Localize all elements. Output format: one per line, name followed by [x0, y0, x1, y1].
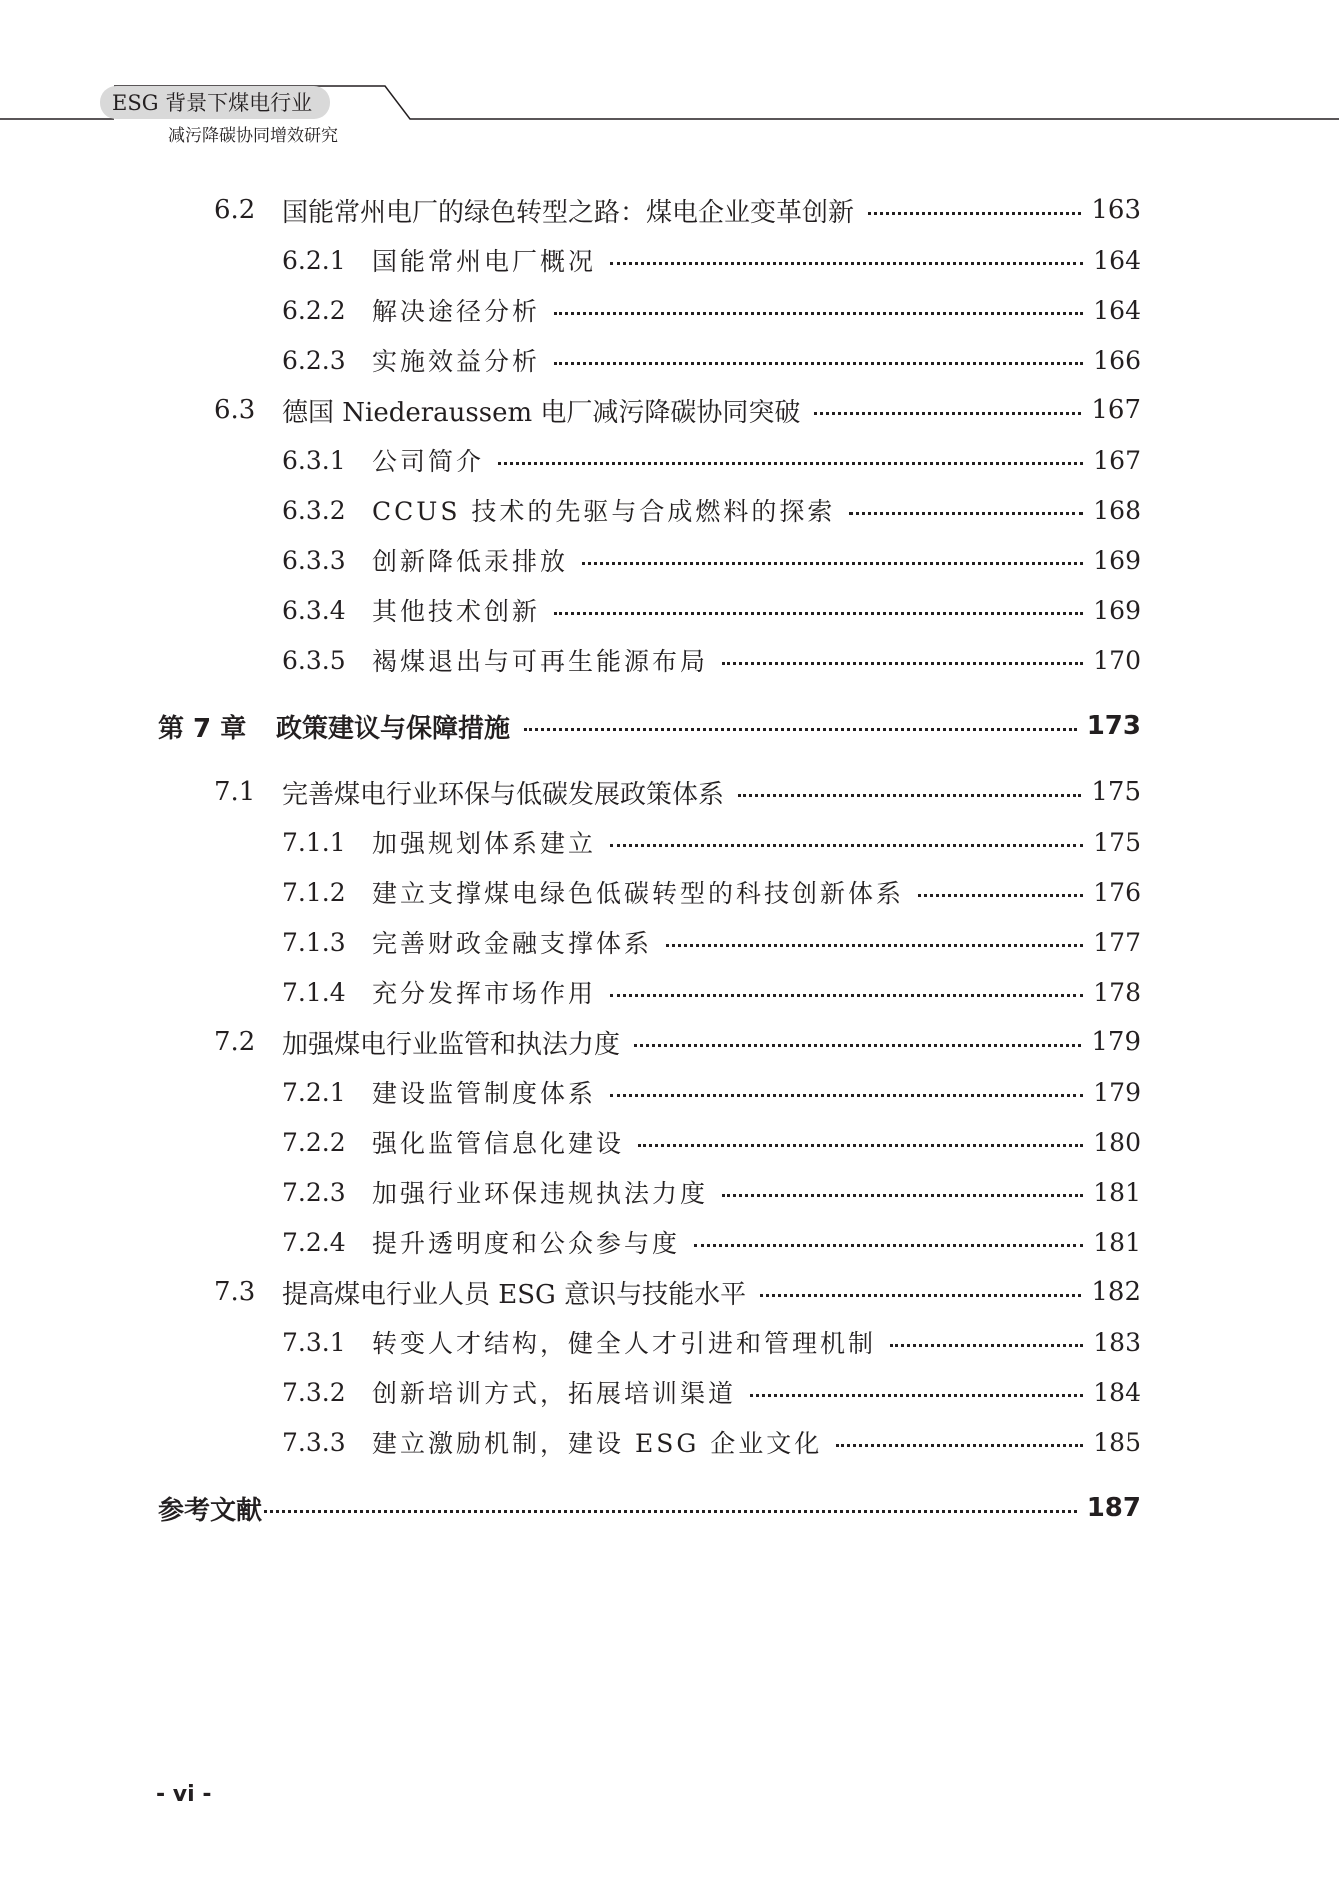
toc-title: 建设监管制度体系 [372, 1079, 597, 1108]
dot-leader [610, 262, 1083, 265]
toc-subsection-7-1-1[interactable] [282, 822, 1141, 862]
toc-number: 7.3.2 [282, 1377, 346, 1407]
toc-number: 7.1.3 [282, 927, 346, 957]
toc-number: 7.2.4 [282, 1227, 346, 1257]
toc-subsection-6-2-3[interactable] [282, 340, 1141, 380]
toc-page: 187 [1086, 1493, 1141, 1523]
toc-page: 175 [1093, 827, 1141, 857]
toc-page: 163 [1091, 195, 1141, 225]
toc-subsection-7-2-3[interactable] [282, 1172, 1141, 1212]
toc-number: 6.2 [214, 195, 256, 225]
toc-subsection-7-3-3[interactable] [282, 1422, 1141, 1462]
dot-leader [524, 728, 1077, 731]
toc-number: 6.2.2 [282, 295, 346, 325]
toc-number: 7.1 [214, 777, 256, 807]
toc-page: 181 [1093, 1177, 1141, 1207]
running-header [0, 0, 1339, 160]
toc-number: 7.2.2 [282, 1127, 346, 1157]
toc-number: 7.3.3 [282, 1427, 346, 1457]
dot-leader [849, 512, 1083, 515]
dot-leader [554, 312, 1083, 315]
dot-leader [582, 562, 1083, 565]
dot-leader [918, 894, 1083, 897]
toc-page: 175 [1091, 777, 1141, 807]
toc-title: 参考文献 [158, 1495, 263, 1526]
toc-page: 166 [1093, 345, 1141, 375]
toc-page: 178 [1093, 977, 1141, 1007]
toc-page: 181 [1093, 1227, 1141, 1257]
toc-page: 176 [1093, 877, 1141, 907]
toc-title: 实施效益分析 [372, 347, 541, 376]
dot-leader [836, 1444, 1083, 1447]
toc-page: 169 [1093, 545, 1141, 575]
toc-page: 164 [1093, 295, 1141, 325]
dot-leader [722, 1194, 1083, 1197]
page-number: - vi - [156, 1782, 212, 1807]
book-subtitle: 减污降碳协同增效研究 [168, 126, 338, 146]
toc-title: 强化监管信息化建设 [372, 1129, 625, 1158]
dot-leader [666, 944, 1083, 947]
toc-number: 7.1.1 [282, 827, 346, 857]
toc-number: 6.2.1 [282, 245, 346, 275]
dot-leader [694, 1244, 1083, 1247]
dot-leader [264, 1510, 1077, 1513]
dot-leader [890, 1344, 1083, 1347]
toc-page: 179 [1093, 1077, 1141, 1107]
toc-number: 7.3.1 [282, 1327, 346, 1357]
toc-section-6-2[interactable] [214, 190, 1141, 230]
toc-title: 转变人才结构，健全人才引进和管理机制 [372, 1329, 877, 1358]
toc-subsection-6-3-3[interactable] [282, 540, 1141, 580]
toc-title: 完善财政金融支撑体系 [372, 929, 653, 958]
toc-title: 加强煤电行业监管和执法力度 [282, 1029, 621, 1060]
toc-title: 国能常州电厂的绿色转型之路：煤电企业变革创新 [282, 197, 855, 228]
toc-title: 创新降低汞排放 [372, 547, 569, 576]
toc-title: 加强规划体系建立 [372, 829, 597, 858]
toc-page: 167 [1091, 395, 1141, 425]
toc-number: 7.2.3 [282, 1177, 346, 1207]
toc-title: 创新培训方式，拓展培训渠道 [372, 1379, 737, 1408]
dot-leader [738, 794, 1081, 797]
toc-title: 提高煤电行业人员 ESG 意识与技能水平 [282, 1279, 747, 1310]
dot-leader [638, 1144, 1083, 1147]
toc-chapter-7[interactable] [158, 706, 1141, 746]
toc-title: 德国 Niederaussem 电厂减污降碳协同突破 [282, 397, 801, 428]
toc-subsection-6-3-4[interactable] [282, 590, 1141, 630]
toc-subsection-7-1-2[interactable] [282, 872, 1141, 912]
toc-title: 解决途径分析 [372, 297, 541, 326]
toc-number: 7.2.1 [282, 1077, 346, 1107]
toc-title: 其他技术创新 [372, 597, 541, 626]
toc-page: 182 [1091, 1277, 1141, 1307]
toc-number: 6.3.1 [282, 445, 346, 475]
toc-number: 7.1.4 [282, 977, 346, 1007]
toc-page: 183 [1093, 1327, 1141, 1357]
toc-title: 褐煤退出与可再生能源布局 [372, 647, 709, 676]
toc-page: 179 [1091, 1027, 1141, 1057]
toc-page: 185 [1093, 1427, 1141, 1457]
toc-title: 加强行业环保违规执法力度 [372, 1179, 709, 1208]
toc-section-6-3[interactable] [214, 390, 1141, 430]
toc-section-7-3[interactable] [214, 1272, 1141, 1312]
toc-page: 169 [1093, 595, 1141, 625]
toc-subsection-7-3-1[interactable] [282, 1322, 1141, 1362]
toc-number: 7.2 [214, 1027, 256, 1057]
toc-number: 6.3.4 [282, 595, 346, 625]
toc-page: 173 [1086, 711, 1141, 741]
toc-references[interactable] [158, 1488, 1141, 1528]
dot-leader [554, 362, 1083, 365]
toc-number: 第 7 章 [158, 713, 247, 744]
toc-subsection-7-2-2[interactable] [282, 1122, 1141, 1162]
toc-subsection-6-3-2[interactable] [282, 490, 1141, 530]
dot-leader [498, 462, 1083, 465]
book-title: ESG 背景下煤电行业 [112, 91, 313, 115]
toc-page: 177 [1093, 927, 1141, 957]
toc-title: 国能常州电厂概况 [372, 247, 597, 276]
dot-leader [750, 1394, 1083, 1397]
toc-title: 公司简介 [372, 447, 485, 476]
dot-leader [610, 994, 1083, 997]
toc-number: 7.3 [214, 1277, 256, 1307]
toc-section-7-2[interactable] [214, 1022, 1141, 1062]
dot-leader [610, 1094, 1083, 1097]
toc-title: 完善煤电行业环保与低碳发展政策体系 [282, 779, 725, 810]
toc-number: 6.3.2 [282, 495, 346, 525]
toc-title: 充分发挥市场作用 [372, 979, 597, 1008]
toc-subsection-7-3-2[interactable] [282, 1372, 1141, 1412]
dot-leader [868, 212, 1081, 215]
toc-subsection-6-3-5[interactable] [282, 640, 1141, 680]
toc-title: 建立激励机制，建设 ESG 企业文化 [372, 1429, 823, 1458]
toc-page: 180 [1093, 1127, 1141, 1157]
toc-title: 政策建议与保障措施 [276, 713, 511, 744]
toc-subsection-6-3-1[interactable] [282, 440, 1141, 480]
toc-page: 184 [1093, 1377, 1141, 1407]
toc-page: 167 [1093, 445, 1141, 475]
toc-page: 164 [1093, 245, 1141, 275]
toc-title: 建立支撑煤电绿色低碳转型的科技创新体系 [372, 879, 905, 908]
toc-number: 6.3.5 [282, 645, 346, 675]
toc-number: 6.2.3 [282, 345, 346, 375]
dot-leader [634, 1044, 1081, 1047]
toc-title: 提升透明度和公众参与度 [372, 1229, 681, 1258]
toc-subsection-7-2-4[interactable] [282, 1222, 1141, 1262]
dot-leader [814, 412, 1081, 415]
dot-leader [554, 612, 1083, 615]
toc-section-7-1[interactable] [214, 772, 1141, 812]
dot-leader [610, 844, 1083, 847]
toc-subsection-7-1-3[interactable] [282, 922, 1141, 962]
toc-number: 6.3 [214, 395, 256, 425]
dot-leader [760, 1294, 1081, 1297]
dot-leader [722, 662, 1083, 665]
toc-subsection-6-2-2[interactable] [282, 290, 1141, 330]
toc-title: CCUS 技术的先驱与合成燃料的探索 [372, 497, 836, 526]
toc-number: 6.3.3 [282, 545, 346, 575]
toc-subsection-6-2-1[interactable] [282, 240, 1141, 280]
toc-subsection-7-2-1[interactable] [282, 1072, 1141, 1112]
toc-page: 170 [1093, 645, 1141, 675]
toc-page: 168 [1093, 495, 1141, 525]
toc-subsection-7-1-4[interactable] [282, 972, 1141, 1012]
toc-number: 7.1.2 [282, 877, 346, 907]
